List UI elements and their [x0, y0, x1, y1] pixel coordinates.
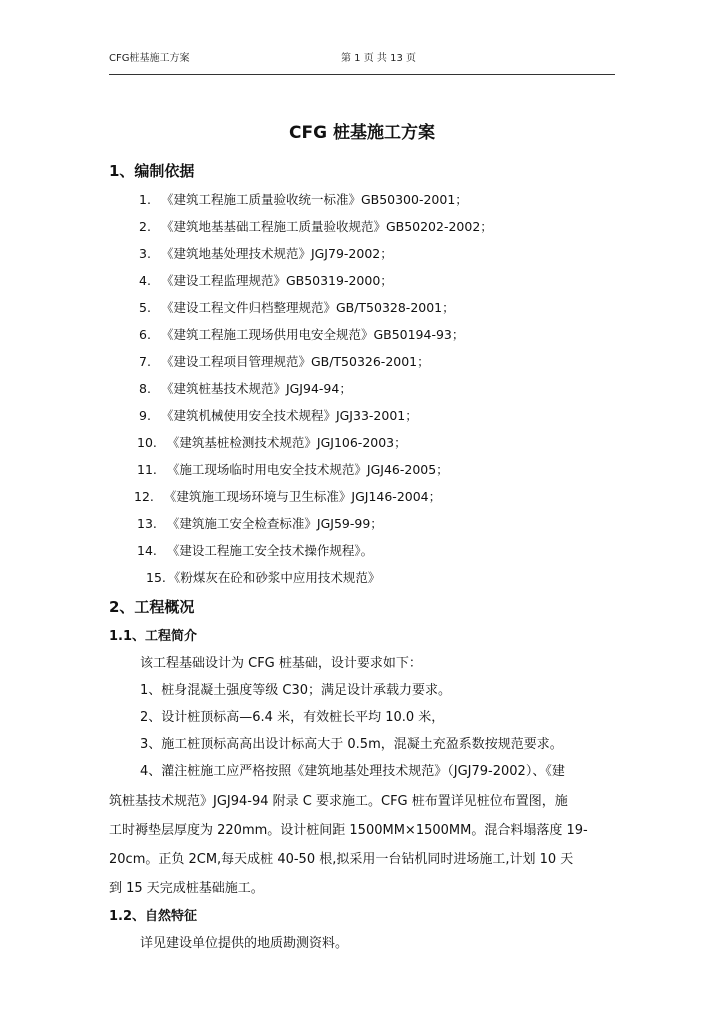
document-title: CFG 桩基施工方案 — [289, 123, 435, 143]
list-item: 8. 《建筑桩基技术规范》JGJ94-94； — [139, 381, 352, 396]
list-item: 9. 《建筑机械使用安全技术规程》JGJ33-2001； — [139, 408, 418, 423]
requirement-4-line-3: 工时褥垫层厚度为 220mm。设计桩间距 1500MM×1500MM。混合料塌落度 19- — [109, 823, 588, 838]
requirement-4-line-4: 20cm。正负 2CM,每天成桩 40-50 根,拟采用一台钻机同时进场施工,计划 10 天 — [109, 852, 574, 867]
section-heading-overview: 2、工程概况 — [109, 598, 195, 616]
subsection-heading-intro: 1.1、工程简介 — [109, 629, 198, 644]
header-doc-title: CFG桩基施工方案 — [109, 53, 190, 64]
list-item: 12. 《建筑施工现场环境与卫生标准》JGJ146-2004； — [134, 489, 442, 504]
list-item: 11. 《施工现场临时用电安全技术规范》JGJ46-2005； — [137, 462, 449, 477]
list-item: 15. 《粉煤灰在砼和砂浆中应用技术规范》 — [146, 570, 381, 585]
list-item: 7. 《建设工程项目管理规范》GB/T50326-2001； — [139, 354, 430, 369]
list-item: 4. 《建设工程监理规范》GB50319-2000； — [139, 273, 393, 288]
list-item: 2. 《建筑地基基础工程施工质量验收规范》GB50202-2002； — [139, 219, 493, 234]
requirement-2: 2、设计桩顶标高—6.4 米，有效桩长平均 10.0 米， — [140, 710, 445, 725]
list-item: 6. 《建筑工程施工现场供用电安全规范》GB50194-93； — [139, 327, 465, 342]
list-item: 10. 《建筑基桩检测技术规范》JGJ106-2003； — [137, 435, 407, 450]
requirement-3: 3、施工桩顶标高高出设计标高大于 0.5m，混凝土充盈系数按规范要求。 — [140, 737, 563, 752]
requirement-4-line-1: 4、灌注桩施工应严格按照《建筑地基处理技术规范》（JGJ79-2002）、《建 — [140, 764, 565, 779]
requirement-1: 1、桩身混凝土强度等级 C30；满足设计承载力要求。 — [140, 683, 452, 698]
natural-features-text: 详见建设单位提供的地质勘测资料。 — [140, 936, 349, 951]
requirement-4-line-2: 筑桩基技术规范》JGJ94-94 附录 C 要求施工。CFG 桩布置详见桩位布置图，施 — [109, 794, 568, 809]
section-heading-basis: 1、编制依据 — [109, 162, 195, 180]
list-item: 5. 《建设工程文件归档整理规范》GB/T50328-2001； — [139, 300, 455, 315]
intro-text: 该工程基础设计为 CFG 桩基础，设计要求如下： — [140, 656, 422, 671]
requirement-4-line-5: 到 15 天完成桩基础施工。 — [109, 881, 264, 896]
list-item: 13. 《建筑施工安全检查标准》JGJ59-99； — [137, 516, 383, 531]
page-header — [109, 49, 615, 71]
list-item: 1. 《建筑工程施工质量验收统一标准》GB50300-2001； — [139, 192, 468, 207]
list-item: 14. 《建设工程施工安全技术操作规程》。 — [137, 543, 374, 558]
header-divider — [109, 74, 615, 75]
subsection-heading-natural: 1.2、自然特征 — [109, 909, 198, 924]
list-item: 3. 《建筑地基处理技术规范》JGJ79-2002； — [139, 246, 393, 261]
header-page-info: 第 1 页 共 13 页 — [341, 53, 416, 64]
